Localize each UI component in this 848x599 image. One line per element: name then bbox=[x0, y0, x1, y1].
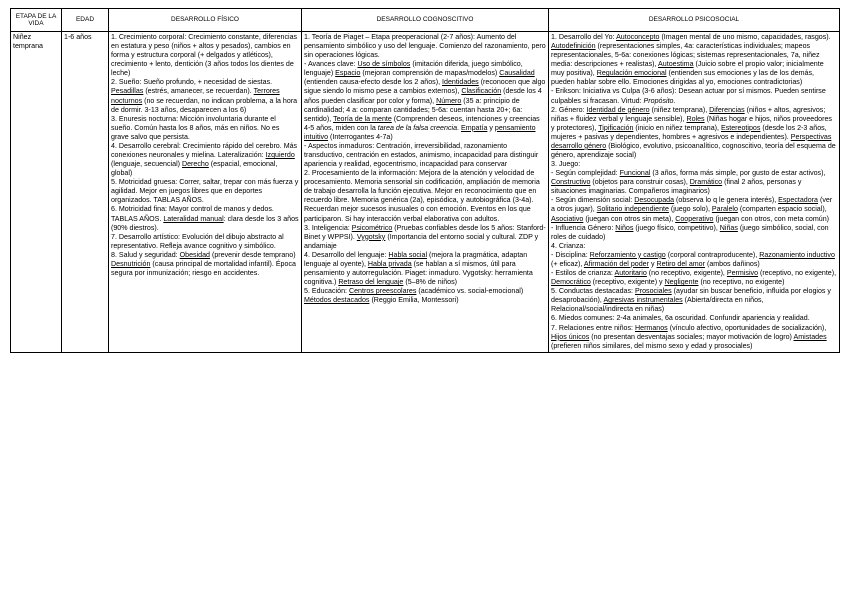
development-table bbox=[10, 8, 840, 353]
table-row bbox=[11, 32, 840, 353]
header-cognoscitivo: DESARROLLO COGNOSCITIVO bbox=[302, 9, 549, 32]
cell-fisico: 1. Crecimiento corporal: Crecimiento constante, diferencias en estatura y peso (niños + altos y pesados), cambios en forma y estructura corporal (+ delgados y atléticos), crecimiento + lento, dentición (3 años todos los dientes de leche) 2. Sueño: Sueño profundo, + necesidad de siestas. Pesadillas (estrés, amanecer, se recuerdan). Terrores nocturnos (no se recuerdan, no indican problema, a la hora de dormir. 3-13 años, desaparecen a los 6) 3. Enuresis nocturna: Micción involuntaria durante el sueño. Común hasta los 8 años, más en niños. No es grave salvo que persista. 4. Desarrollo cerebral: Crecimiento rápido del cerebro. Más conexiones neuronales y mielina. Lateralización: Izquierdo (lenguaje, secuencial) Derecho (espacial, emocional, global) 5. Motricidad gruesa: Correr, saltar, trepar con más fuerza y agilidad. Mejor en juegos libres que en deportes organizados. TABLAS AÑOS. 6. Motricidad fina: Mayor control de manos y dedos. TABLAS AÑOS. Lateralidad manual: clara desde los 3 años (90% diestros). 7. Desarrollo artístico: Evolución del dibujo abstracto al representativo. Refleja avance cognitivo y simbólico. 8. Salud y seguridad: Obesidad (prevenir desde temprano) Desnutrición (causa principal de mortalidad infantil). Época segura por inmunización; riesgo en accidentes. bbox=[109, 32, 302, 353]
cell-psicosocial: 1. Desarrollo del Yo: Autoconcepto (Imagen mental de uno mismo, capacidades, rasgos). Autodefinición (representaciones simples, 4a: características individuales; mapeos representacionales, 5-6a: conexiones lógicas; sistemas representacionales, 7a, niñez media: descripciones + realistas), Autoestima (Juicio sobre el propio valor; inicialmente muy positiva), Regulación emocional (entienden sus emociones y las de los demás, pueden hablar sobre ello. Emociones dirigidas al yo, emociones contradictorias) - Erikson: Iniciativa vs Culpa (3-6 años): Desean actuar por sí mismos. Pueden sentirse culpables si fracasan. Virtud: Propósito. 2. Género: Identidad de género (niñez temprana), Diferencias (niños + altos, agresivos; niñas + fluidez verbal y lenguaje sensible), Roles (Niñas hogar e hijos, niños proveedores y protectores), Tipificación (inicio en niñez temprana), Estereotipos (desde los 2-3 años, mujeres + pasivas y dependientes, hombres + agresivos e independientes). Perspectivas desarrollo género (Biológico, evolutivo, psicoanalítico, cognoscitivo, teoría del esquema de género, aprendizaje social) 3. Juego: - Según complejidad: Funcional (3 años, forma más simple, por gusto de estar activos), Constructivo (objetos para construir cosas), Dramático (final 2 años, personas y situaciones imaginarias. Compañeros imaginarios) - Según dimensión social: Desocupada (observa lo q le genera interés), Espectadora (ver a otros jugar), Solitario independiente (juego solo), Paralelo (comparten espacio social), Asociativo (juegan con otros sin meta), Cooperativo (juegan con otros, con meta común) - Influencia Género: Niños (juego físico, competitivo), Niñas (juego simbólico, social, con roles de cuidado) 4. Crianza: - Disciplina: Reforzamiento y castigo (corporal contraproducente), Razonamiento inductivo (+ eficaz), Afirmación del poder y Retiro del amor (ambos dañinos) - Estilos de crianza: Autoritario (no receptivo, exigente), Permisivo (receptivo, no exigente), Democrático (receptivo, exigente) y Negligente (no receptivo, no exigente) 5. Conductas destacadas: Prosociales (ayudar sin buscar beneficio, influida por elogios y desaprobación), Agresivas instrumentales (Abierta/directa en niños, Relacional/social/indirecta en niñas) 6. Miedos comunes: 2-4a animales, 6a oscuridad. Confundir apariencia y realidad. 7. Relaciones entre niños: Hermanos (vínculo afectivo, oportunidades de socialización), Hijos únicos (no presentan desventajas sociales; mayor motivación de logro) Amistades (prefieren niños similares, del mismo sexo y edad y prosociales) bbox=[549, 32, 840, 353]
header-row bbox=[11, 9, 840, 32]
header-fisico: DESARROLLO FÍSICO bbox=[109, 9, 302, 32]
header-etapa: ETAPA DE LA VIDA bbox=[11, 9, 62, 32]
header-edad: EDAD bbox=[62, 9, 109, 32]
document-page bbox=[10, 8, 839, 353]
header-psicosocial: DESARROLLO PSICOSOCIAL bbox=[549, 9, 840, 32]
cell-cognoscitivo: 1. Teoría de Piaget – Etapa preoperacional (2-7 años): Aumento del pensamiento simbólico y uso del lenguaje. Comienzo del razonamiento, pero sin operaciones lógicas. - Avances clave: Uso de símbolos (imitación diferida, juego simbólico, lenguaje) Espacio (mejoran comprensión de mapas/modelos) Causalidad (entienden causa-efecto desde los 2 años), Identidades (reconocen que algo sigue siendo lo mismo pese a cambios externos), Clasificación (desde los 4 años pueden clasificar por color y forma), Número (35 a: principio de cardinalidad; 4 a: comparan cantidades; 5-6a: cuentan hasta 20+; 6a: sentido), Teoría de la mente (Comprenden deseos, intenciones y creencias 4-5 años, miden con la tarea de la falsa creencia. Empatía y pensamiento intuitivo (Interrogantes 4-7a) - Aspectos inmaduros: Centración, irreversibilidad, razonamiento transductivo, centración en estados, animismo, incapacidad para distinguir apariencia y realidad, egocentrismo, incapacidad para conservar 2. Procesamiento de la información: Mejora de la atención y velocidad de procesamiento. Memoria sensorial sin codificación, ampliación de memoria de trabajo desarrolla la función ejecutiva. Mejor en reconocimiento que en recuerdo libre. Memoria genérica (2a), episódica, y autobiográfica (3-4a). Recuerdan mejor sucesos inusuales o con emoción. Eventos en los que participaron. Si hay interacción verbal elaborativa con adultos. 3. Inteligencia: Psicométrico (Pruebas confiables desde los 5 años: Stanford-Binet y WPPSI). Vygotsky (Importancia del entorno social y cultural. ZDP y andamiaje 4. Desarrollo del lenguaje: Habla social (mejora la pragmática, adaptan lenguaje al oyente), Habla privada (se hablan a sí mismos, útil para pensamiento y autorregulación. Piaget: inmaduro. Vygotsky: herramienta cognitiva.) Retraso del lenguaje (5–8% de niños) 5. Educación: Centros preescolares (académico vs. social-emocional) Métodos destacados (Reggio Emilia, Montessori) bbox=[302, 32, 549, 353]
cell-edad: 1-6 años bbox=[62, 32, 109, 353]
cell-etapa: Niñez temprana bbox=[11, 32, 62, 353]
